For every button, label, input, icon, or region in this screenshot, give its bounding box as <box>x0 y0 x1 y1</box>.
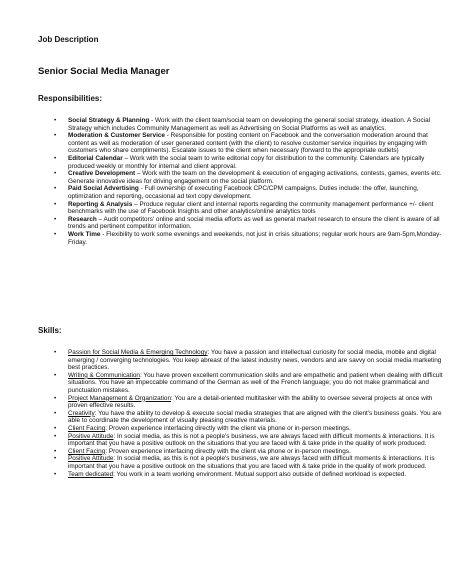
item-text: : Proven experience interfacing directly with the client via phone or in-person meetings. <box>105 447 351 455</box>
bullet-icon: • <box>54 409 57 417</box>
list-item <box>54 471 450 479</box>
skills-heading: Skills: <box>38 326 62 335</box>
bullet-icon: • <box>54 455 57 463</box>
item-text: : You have a passion and intellectual curiosity for social media, mobile and digital emerging / converging technologies. You keep abreast of the latest industry news, vendors and are savvy on social media marketing best practices. <box>68 349 442 372</box>
list-item <box>54 231 450 246</box>
item-text: - Flexibility to work some evenings and weekends, not just in crisis situations; regular work hours are 9am-5pm,Monday-Friday. <box>68 230 442 246</box>
item-text: : You have proven excellent communication skills and are empathetic and patient when dealing with difficult situations. You have an impeccable command of the German as well of the French language; you do not make grammatical and punctuation mistakes. <box>68 371 443 394</box>
bullet-icon: • <box>54 371 57 379</box>
list-item <box>54 425 450 433</box>
bullet-icon: • <box>54 170 57 178</box>
list-item <box>54 448 450 456</box>
item-heading: Research <box>68 215 97 223</box>
item-text: - Work with the client team/social team on developing the general social strategy, ideation. A Social Strategy which includes Community Management as well as Advertising on Social Platforms as well as analytics. <box>68 117 431 132</box>
list-item <box>54 170 450 185</box>
list-item <box>54 349 450 372</box>
skills-list <box>54 349 450 478</box>
bullet-icon: • <box>54 349 57 356</box>
list-item <box>54 117 450 132</box>
item-heading: Passion for Social Media & Emerging Technology <box>68 349 208 356</box>
item-text: – Work with the team on the development & execution of engaging activations, contests, games, events etc. Generate innovative ideas for driving engagement on the social platform. <box>68 170 442 185</box>
item-heading: Client Facing <box>68 424 106 432</box>
responsibilities-list <box>54 117 450 246</box>
item-heading: Moderation & Customer Service <box>68 132 165 140</box>
list-item <box>54 410 450 425</box>
responsibilities-heading: Responsibilities: <box>38 94 103 103</box>
item-heading: Team dedicated <box>68 470 114 478</box>
list-item <box>54 201 450 216</box>
item-text: : In social media, as this is not a people's business, we are always faced with difficult moments & interactions. It is important that you have a positive outlook on the situations that you are faced with & take pride in the quality of work produced. <box>68 455 435 470</box>
item-text: : In social media, as this is not a people's business, we are always faced with difficult moments & interactions. It is important that you have a positive outlook on the situations that you are faced with & take pride in the quality of work produced. <box>68 432 435 448</box>
item-heading: Writing & Communication <box>68 371 140 379</box>
item-text: – Audit competitors' online and social media efforts as well as general market research to ensure the client is aware of all trends and pertinent competitor information. <box>68 215 440 231</box>
item-heading: Positive Attitude <box>68 455 114 463</box>
bullet-icon: • <box>54 117 57 124</box>
bullet-icon: • <box>54 154 57 162</box>
bullet-icon: • <box>54 424 57 432</box>
item-text: – Work with the social team to write editorial copy for distribution to the community. Calendars are typically produced weekly or monthly for internal and client approval. <box>68 154 425 170</box>
list-item <box>54 455 450 470</box>
list-item <box>54 433 450 448</box>
item-heading: Creative Development <box>68 170 136 178</box>
list-item <box>54 185 450 200</box>
item-heading: Project Management & Organization <box>68 394 172 402</box>
item-heading: Reporting & Analysis <box>68 200 133 208</box>
list-item <box>54 216 450 231</box>
bullet-icon: • <box>54 200 57 208</box>
bullet-icon: • <box>54 470 57 478</box>
bullet-icon: • <box>54 447 57 455</box>
item-heading: Positive Attitude <box>68 432 114 440</box>
item-heading: Creativity <box>68 409 95 417</box>
bullet-icon: • <box>54 132 57 140</box>
list-item <box>54 372 450 395</box>
bullet-icon: • <box>54 185 57 193</box>
page-title: Senior Social Media Manager <box>38 66 170 77</box>
list-item <box>54 395 450 410</box>
list-item <box>54 132 450 155</box>
item-heading: Paid Social Advertising <box>68 185 139 193</box>
document-label: Job Description <box>38 35 99 44</box>
item-text: : You are a detail-oriented multitasker with the ability to oversee several projects at once with proven effective results. <box>68 394 433 410</box>
bullet-icon: • <box>54 394 57 402</box>
item-text: : You work in a team working environment. Mutual support also outside of defined workload is expected. <box>113 470 407 478</box>
list-item <box>54 155 450 170</box>
item-heading: Editorial Calendar <box>68 154 123 162</box>
item-text: : You have the ability to develop & execute social media strategies that are aligned with the client's business goals. You are able to coordinate the development of visually pleasing creative materials. <box>68 409 442 425</box>
bullet-icon: • <box>54 432 57 440</box>
bullet-icon: • <box>54 230 57 238</box>
item-text: - Full ownership of executing Facebook CPC/CPM campaigns. Duties include: the offer, launching, optimization and reporting, occasional ad text copy development. <box>68 185 419 200</box>
bullet-icon: • <box>54 215 57 223</box>
item-text: - Responsible for posting content on Facebook and the conversation moderation around that content as well as moderation of user generated content (with the client) to resolve customer service inquiries by engaging with customers who share compliments). Escalate issues to the client when necessary (forward to the appropriate outlets) <box>68 132 428 155</box>
item-heading: Work Time <box>68 230 101 238</box>
item-heading: Client Facing <box>68 447 106 455</box>
item-text: – Produce regular client and internal reports regarding the community management performance +/- client benchmarks with the use of Facebook Insights and other analytics/online analytics tools <box>68 200 434 216</box>
item-heading: Social Strategy & Planning <box>68 117 150 124</box>
item-text: : Proven experience interfacing directly with the client via phone or in-person meetings. <box>105 424 351 432</box>
